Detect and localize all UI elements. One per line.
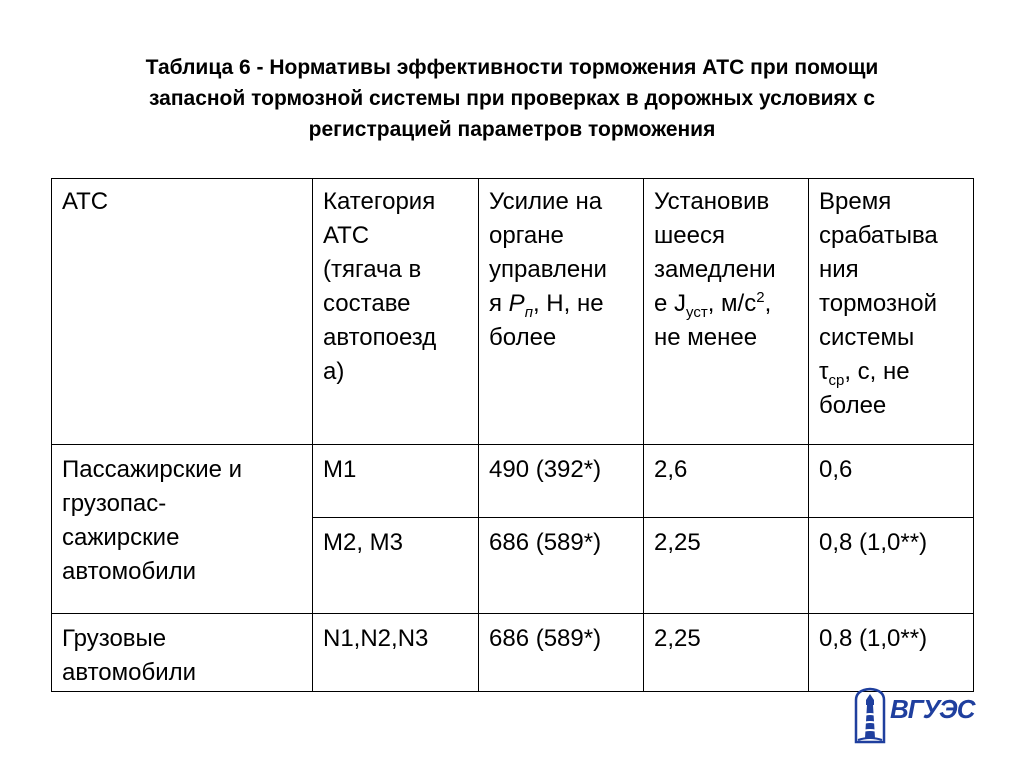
cell-category: N1,N2,N3: [313, 614, 479, 692]
cell-deceleration: 2,6: [644, 445, 809, 518]
cell-response-time: 0,8 (1,0**): [809, 518, 974, 614]
norms-table: [51, 178, 974, 692]
cell-category: М1: [313, 445, 479, 518]
table-header-row: [52, 179, 974, 445]
force-symbol: Р: [508, 290, 525, 317]
header-ats: АТС: [52, 179, 313, 445]
cell-response-time: 0,6: [809, 445, 974, 518]
title-line-2: запасной тормозной системы при проверках в дорожных условиях с: [148, 87, 876, 110]
table-row: [52, 445, 974, 518]
cell-force: 490 (392*): [479, 445, 644, 518]
slide-title: [40, 52, 984, 145]
group-label-cargo: Грузовые автомобили: [52, 614, 313, 692]
group-label-passenger: Пассажирские и грузопас- сажирские автомобили: [52, 445, 313, 614]
cell-force: 686 (589*): [479, 614, 644, 692]
logo-text: ВГУЭС: [890, 694, 975, 724]
title-line-1: Таблица 6 - Нормативы эффективности торможения АТС при помощи: [145, 56, 879, 79]
header-force: Усилие на органе управлени я $Р_п$, Н, не более: [479, 179, 644, 445]
cell-deceleration: 2,25: [644, 518, 809, 614]
header-deceleration: Установив шееся замедлени е $J_{уст}$, $м/с^2$, не менее: [644, 179, 809, 445]
cell-deceleration: 2,25: [644, 614, 809, 692]
title-line-3: регистрацией параметров торможения: [308, 118, 716, 141]
cell-response-time: 0,8 (1,0**): [809, 614, 974, 692]
header-response-time: Время срабатыва ния тормозной системы $\tau_{ср}$, с, не более: [809, 179, 974, 445]
table-row: [52, 614, 974, 692]
header-category: Категория АТС (тягача в составе автопоезд а): [313, 179, 479, 445]
cell-category: М2, М3: [313, 518, 479, 614]
cell-force: 686 (589*): [479, 518, 644, 614]
university-logo: [852, 686, 976, 744]
lighthouse-icon: [852, 686, 888, 744]
